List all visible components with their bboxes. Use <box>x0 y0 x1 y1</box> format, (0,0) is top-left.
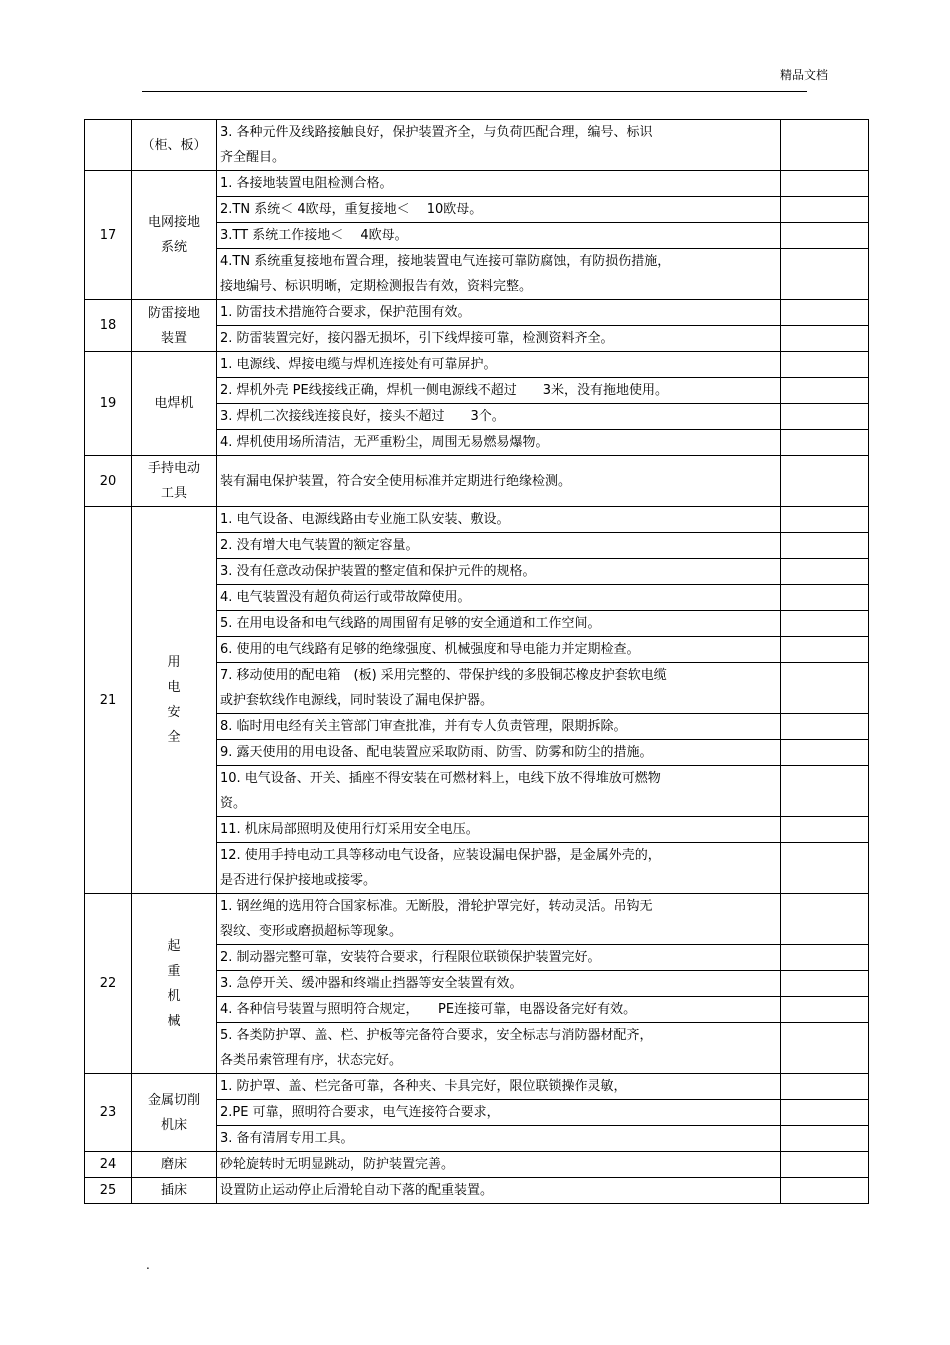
table-row <box>85 456 869 507</box>
requirement-text: 装有漏电保护装置，符合安全使用标准并定期进行绝缘检测。 <box>220 473 572 489</box>
category-text: 械 <box>167 1013 181 1029</box>
header-divider <box>142 91 807 92</box>
requirement-cell <box>217 1152 781 1178</box>
category-text: 机 <box>167 988 181 1004</box>
item-category <box>132 120 217 171</box>
requirement-cell <box>217 378 781 404</box>
requirement-cell <box>217 1178 781 1204</box>
category-text: 防雷接地 <box>147 305 200 321</box>
result-cell <box>781 611 869 637</box>
item-category <box>132 1178 217 1204</box>
category-text: 电焊机 <box>154 396 194 411</box>
category-text: 起 <box>167 938 181 954</box>
requirement-cell <box>217 533 781 559</box>
requirement-cell <box>217 611 781 637</box>
result-cell <box>781 1178 869 1204</box>
result-cell <box>781 507 869 533</box>
requirement-cell <box>217 585 781 611</box>
table-row <box>85 300 869 326</box>
item-number: 24 <box>85 1152 132 1178</box>
requirement-cell <box>217 714 781 740</box>
result-cell <box>781 1152 869 1178</box>
requirement-cell <box>217 1126 781 1152</box>
requirement-cell <box>217 766 781 817</box>
result-cell <box>781 766 869 817</box>
requirement-cell <box>217 507 781 533</box>
category-text: 磨床 <box>160 1157 187 1172</box>
requirement-text: 裂纹、变形或磨损超标等现象。 <box>220 924 403 939</box>
requirement-text: 11. 机床局部照明及使用行灯采用安全电压。 <box>220 822 479 837</box>
table-row <box>85 120 869 171</box>
category-text: 安 <box>167 705 181 720</box>
result-cell <box>781 585 869 611</box>
requirement-cell <box>217 894 781 945</box>
category-text: 手持电动 <box>147 461 200 476</box>
inspection-table <box>84 119 869 1204</box>
requirement-text: 接地编号、标识明晰，定期检测报告有效，资料完整。 <box>220 279 533 294</box>
requirement-text: 6. 使用的电气线路有足够的绝缘强度、机械强度和导电能力并定期检查。 <box>220 642 640 657</box>
category-text: 装置 <box>160 330 187 346</box>
item-number: 17 <box>85 171 132 300</box>
result-cell <box>781 1074 869 1100</box>
item-number: 23 <box>85 1074 132 1152</box>
requirement-text: 2. 制动器完整可靠，安装符合要求，行程限位联锁保护装置完好。 <box>220 950 601 965</box>
result-cell <box>781 740 869 766</box>
item-category <box>132 352 217 456</box>
item-category <box>132 300 217 352</box>
requirement-text: 3. 急停开关、缓冲器和终端止挡器等安全装置有效。 <box>220 976 523 991</box>
result-cell <box>781 404 869 430</box>
category-text: 工具 <box>160 486 187 501</box>
footer-mark: . <box>146 1258 150 1272</box>
requirement-text: 10. 电气设备、开关、插座不得安装在可燃材料上，电线下放不得堆放可燃物 <box>220 771 661 786</box>
category-text: 系统 <box>160 240 187 255</box>
result-cell <box>781 945 869 971</box>
requirement-text: 是否进行保护接地或接零。 <box>220 873 377 888</box>
requirement-text: 1. 各接地装置电阻检测合格。 <box>220 176 393 191</box>
requirement-text: 1. 电源线、焊接电缆与焊机连接处有可靠屏护。 <box>220 357 497 372</box>
requirement-text: 设置防止运动停止后滑轮自动下落的配重装置。 <box>220 1183 494 1198</box>
requirement-cell <box>217 1100 781 1126</box>
requirement-cell <box>217 249 781 300</box>
requirement-text: 2. 焊机外壳 PE线接线正确，焊机一侧电源线不超过 3米，没有拖地使用。 <box>220 383 668 398</box>
result-cell <box>781 326 869 352</box>
category-text: （柜、板） <box>141 137 207 153</box>
page-header-title: 精品文档 <box>779 68 828 82</box>
item-number: 22 <box>85 894 132 1074</box>
requirement-text: 1. 防雷技术措施符合要求，保护范围有效。 <box>220 305 471 320</box>
item-number: 19 <box>85 352 132 456</box>
requirement-cell <box>217 945 781 971</box>
result-cell <box>781 817 869 843</box>
requirement-cell <box>217 404 781 430</box>
item-category <box>132 507 217 894</box>
requirement-text: 2.PE 可靠，照明符合要求，电气连接符合要求， <box>220 1105 500 1120</box>
item-number: 20 <box>85 456 132 507</box>
requirement-text: 5. 在用电设备和电气线路的周围留有足够的安全通道和工作空间。 <box>220 616 601 631</box>
requirement-text: 2.TN 系统＜ 4欧母，重复接地＜ 10欧母。 <box>220 202 483 217</box>
requirement-cell <box>217 300 781 326</box>
requirement-cell <box>217 1023 781 1074</box>
item-number <box>85 120 132 171</box>
requirement-text: 5. 各类防护罩、盖、栏、护板等完备符合要求，安全标志与消防器材配齐， <box>220 1028 653 1043</box>
requirement-text: 2. 防雷装置完好，接闪器无损坏，引下线焊接可靠，检测资料齐全。 <box>220 331 614 346</box>
requirement-text: 各类吊索管理有序，状态完好。 <box>220 1053 403 1068</box>
requirement-text: 4. 焊机使用场所清洁，无严重粉尘，周围无易燃易爆物。 <box>220 435 549 450</box>
result-cell <box>781 120 869 171</box>
requirement-cell <box>217 223 781 249</box>
result-cell <box>781 533 869 559</box>
category-text: 插床 <box>160 1183 187 1198</box>
category-text: 电网接地 <box>147 215 200 230</box>
requirement-cell <box>217 1074 781 1100</box>
requirement-text: 3. 各种元件及线路接触良好，保护装置齐全，与负荷匹配合理，编号、标识 <box>220 125 653 140</box>
requirement-text: 4. 各种信号装置与照明符合规定， PE连接可靠，电器设备完好有效。 <box>220 1002 637 1017</box>
requirement-cell <box>217 456 781 507</box>
result-cell <box>781 300 869 326</box>
requirement-cell <box>217 559 781 585</box>
result-cell <box>781 197 869 223</box>
item-category <box>132 1074 217 1152</box>
category-text: 电 <box>167 680 181 695</box>
requirement-text: 资。 <box>220 796 247 811</box>
requirement-text: 8. 临时用电经有关主管部门审查批准，并有专人负责管理，限期拆除。 <box>220 719 627 734</box>
requirement-text: 9. 露天使用的用电设备、配电装置应采取防雨、防雪、防雾和防尘的措施。 <box>220 745 653 760</box>
requirement-text: 4. 电气装置没有超负荷运行或带故障使用。 <box>220 590 471 605</box>
result-cell <box>781 171 869 197</box>
category-text: 机床 <box>160 1117 187 1133</box>
requirement-cell <box>217 197 781 223</box>
requirement-text: 4.TN 系统重复接地布置合理，接地装置电气连接可靠防腐蚀，有防损伤措施， <box>220 254 671 269</box>
category-text: 重 <box>167 963 181 979</box>
requirement-cell <box>217 740 781 766</box>
table-row <box>85 1178 869 1204</box>
category-text: 金属切削 <box>147 1092 200 1108</box>
table-row <box>85 352 869 378</box>
item-category <box>132 171 217 300</box>
table-row <box>85 1074 869 1100</box>
result-cell <box>781 637 869 663</box>
requirement-cell <box>217 997 781 1023</box>
result-cell <box>781 378 869 404</box>
requirement-text: 3. 备有清屑专用工具。 <box>220 1131 354 1146</box>
item-category <box>132 894 217 1074</box>
requirement-text: 齐全醒目。 <box>220 150 286 165</box>
requirement-text: 1. 钢丝绳的选用符合国家标准。无断股，滑轮护罩完好，转动灵活。吊钩无 <box>220 899 653 914</box>
requirement-cell <box>217 430 781 456</box>
table-row <box>85 1152 869 1178</box>
item-number: 18 <box>85 300 132 352</box>
table-row <box>85 507 869 533</box>
result-cell <box>781 1126 869 1152</box>
result-cell <box>781 223 869 249</box>
requirement-cell <box>217 171 781 197</box>
requirement-cell <box>217 817 781 843</box>
requirement-text: 2. 没有增大电气装置的额定容量。 <box>220 538 419 553</box>
result-cell <box>781 249 869 300</box>
requirement-cell <box>217 120 781 171</box>
requirement-text: 3.TT 系统工作接地＜ 4欧母。 <box>220 228 408 243</box>
requirement-text: 12. 使用手持电动工具等移动电气设备，应装设漏电保护器，是金属外壳的， <box>220 848 661 863</box>
inspection-table-body <box>85 120 869 1204</box>
result-cell <box>781 843 869 894</box>
requirement-text: 1. 电气设备、电源线路由专业施工队安装、敷设。 <box>220 512 510 527</box>
requirement-cell <box>217 971 781 997</box>
requirement-cell <box>217 326 781 352</box>
requirement-text: 3. 没有任意改动保护装置的整定值和保护元件的规格。 <box>220 564 536 579</box>
result-cell <box>781 971 869 997</box>
category-text: 用 <box>167 655 181 670</box>
result-cell <box>781 1100 869 1126</box>
result-cell <box>781 663 869 714</box>
result-cell <box>781 1023 869 1074</box>
item-number: 25 <box>85 1178 132 1204</box>
requirement-cell <box>217 663 781 714</box>
result-cell <box>781 559 869 585</box>
result-cell <box>781 894 869 945</box>
requirement-text: 1. 防护罩、盖、栏完备可靠，各种夹、卡具完好，限位联锁操作灵敏， <box>220 1079 627 1094</box>
table-row <box>85 171 869 197</box>
requirement-text: 或护套软线作电源线，同时装设了漏电保护器。 <box>220 693 494 708</box>
requirement-cell <box>217 843 781 894</box>
table-row <box>85 894 869 945</box>
category-text: 全 <box>167 730 181 745</box>
item-category <box>132 1152 217 1178</box>
requirement-cell <box>217 637 781 663</box>
result-cell <box>781 456 869 507</box>
result-cell <box>781 997 869 1023</box>
requirement-text: 7. 移动使用的配电箱 (板) 采用完整的、带保护线的多股铜芯橡皮护套软电缆 <box>220 668 667 683</box>
result-cell <box>781 352 869 378</box>
requirement-text: 3. 焊机二次接线连接良好，接头不超过 3个。 <box>220 409 505 424</box>
result-cell <box>781 714 869 740</box>
requirement-cell <box>217 352 781 378</box>
requirement-text: 砂轮旋转时无明显跳动，防护装置完善。 <box>220 1157 455 1172</box>
item-category <box>132 456 217 507</box>
item-number: 21 <box>85 507 132 894</box>
result-cell <box>781 430 869 456</box>
